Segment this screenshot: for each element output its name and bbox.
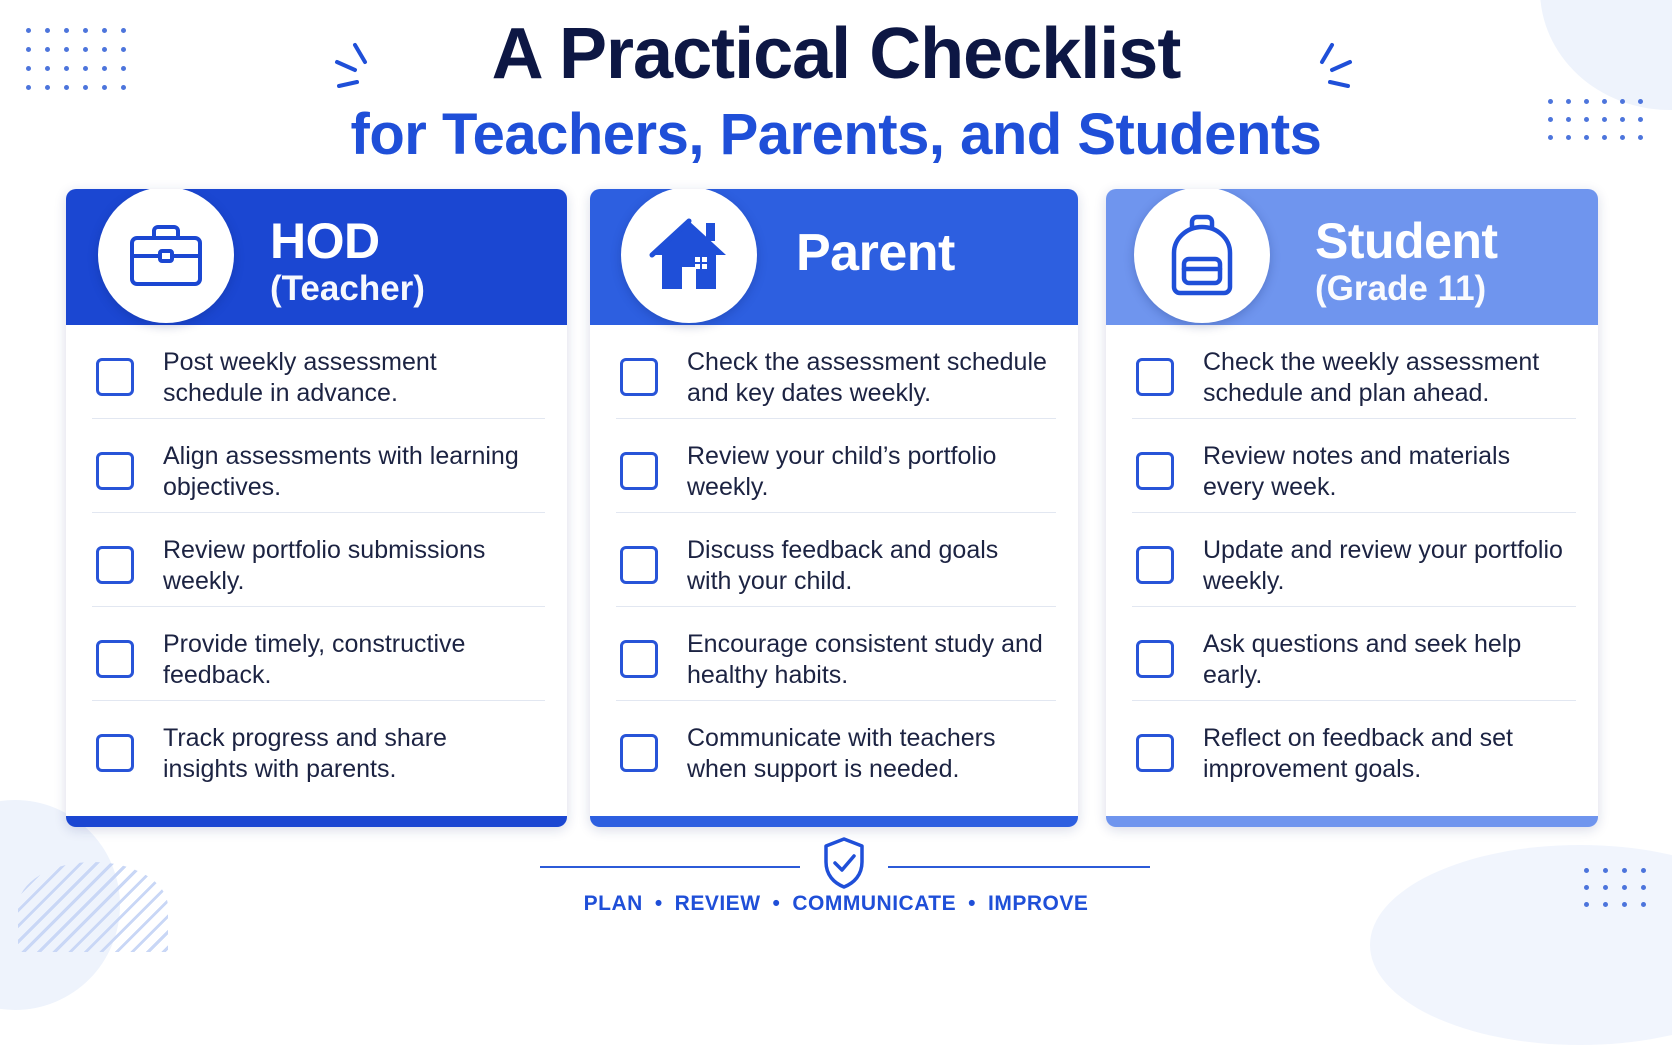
card-student xyxy=(1106,189,1598,827)
checklist-item-text: Provide timely, constructive feedback. xyxy=(163,630,466,689)
checkbox[interactable] xyxy=(96,358,134,396)
checklist-item xyxy=(1132,513,1576,607)
card-title: Student xyxy=(1315,213,1498,269)
card-footer-bar xyxy=(1106,816,1598,827)
checklist-item xyxy=(92,419,545,513)
card-heading xyxy=(270,215,425,311)
footer-motto xyxy=(0,892,1672,916)
checklist-item-text: Review your child’s portfolio weekly. xyxy=(687,442,997,501)
backpack-icon xyxy=(1166,213,1238,297)
checklist-item-text: Align assessments with learning objectives. xyxy=(163,442,519,501)
checkbox[interactable] xyxy=(1136,640,1174,678)
checklist-item xyxy=(92,701,545,794)
checklist-item-text: Reflect on feedback and set improvement goals. xyxy=(1203,724,1513,783)
checklist-item-text: Discuss feedback and goals with your child. xyxy=(687,536,999,595)
checklist-item-text: Communicate with teachers when support is needed. xyxy=(687,724,996,783)
checklist-item-text: Check the weekly assessment schedule and plan ahead. xyxy=(1203,348,1540,407)
footer-divider-right xyxy=(888,866,1150,868)
card-header xyxy=(590,189,1078,325)
motto-separator: • xyxy=(654,892,663,915)
checklist-item-text: Post weekly assessment schedule in advance. xyxy=(163,348,437,407)
motto-separator: • xyxy=(772,892,781,915)
checklist-item-text: Track progress and share insights with parents. xyxy=(163,724,447,783)
checklist-item xyxy=(616,607,1056,701)
card-header xyxy=(66,189,567,325)
checkbox[interactable] xyxy=(1136,358,1174,396)
card-footer-bar xyxy=(66,816,567,827)
checklist-item-text: Ask questions and seek help early. xyxy=(1203,630,1522,689)
checkbox[interactable] xyxy=(620,358,658,396)
checklist-item xyxy=(1132,325,1576,419)
card-title: Parent xyxy=(796,224,955,282)
checkbox[interactable] xyxy=(1136,734,1174,772)
checklist-item-text: Update and review your portfolio weekly. xyxy=(1203,536,1563,595)
motto-separator: • xyxy=(968,892,976,915)
checklist-item-text: Encourage consistent study and healthy habits. xyxy=(687,630,1043,689)
checklist-item xyxy=(616,701,1056,794)
motto-word-improve: IMPROVE xyxy=(988,892,1089,915)
page-header xyxy=(0,8,1672,170)
footer-divider-left xyxy=(540,866,800,868)
checklist-item xyxy=(1132,419,1576,513)
checkbox[interactable] xyxy=(96,640,134,678)
checklist-item xyxy=(616,419,1056,513)
card-hod-teacher xyxy=(66,189,567,827)
page-subtitle: for Teachers, Parents, and Students xyxy=(350,102,1322,167)
checklist-item xyxy=(1132,701,1576,794)
icon-badge xyxy=(98,189,234,323)
card-header xyxy=(1106,189,1598,325)
checklist-item xyxy=(92,513,545,607)
house-icon xyxy=(646,215,732,295)
motto-word-plan: PLAN xyxy=(583,892,643,915)
checklist-item xyxy=(616,325,1056,419)
checklist-item-text: Review portfolio submissions weekly. xyxy=(163,536,486,595)
checklist-item xyxy=(92,325,545,419)
icon-badge xyxy=(621,189,757,323)
checklist-item-text: Check the assessment schedule and key dates weekly. xyxy=(687,348,1047,407)
checklist-item xyxy=(1132,607,1576,701)
checkbox[interactable] xyxy=(1136,546,1174,584)
card-subtitle: (Teacher) xyxy=(270,269,425,308)
card-subtitle: (Grade 11) xyxy=(1315,269,1487,308)
checklist-item-text: Review notes and materials every week. xyxy=(1203,442,1511,501)
checklist xyxy=(1132,325,1576,794)
card-parent xyxy=(590,189,1078,827)
checkbox[interactable] xyxy=(96,452,134,490)
page-title: A Practical Checklist xyxy=(491,14,1181,94)
checkbox[interactable] xyxy=(1136,452,1174,490)
motto-word-communicate: COMMUNICATE xyxy=(792,892,957,915)
briefcase-icon xyxy=(128,222,204,288)
checklist-item xyxy=(92,607,545,701)
checklist xyxy=(616,325,1056,794)
checkbox[interactable] xyxy=(620,734,658,772)
checkbox[interactable] xyxy=(96,546,134,584)
shield-check-icon xyxy=(821,836,867,890)
card-footer-bar xyxy=(590,816,1078,827)
card-heading xyxy=(1315,215,1498,311)
checkbox[interactable] xyxy=(620,546,658,584)
checkbox[interactable] xyxy=(96,734,134,772)
checklist-item xyxy=(616,513,1056,607)
checklist xyxy=(92,325,545,794)
card-heading xyxy=(796,224,955,282)
icon-badge xyxy=(1134,189,1270,323)
checkbox[interactable] xyxy=(620,640,658,678)
motto-word-review: REVIEW xyxy=(674,892,761,915)
card-title: HOD xyxy=(270,213,380,269)
checkbox[interactable] xyxy=(620,452,658,490)
